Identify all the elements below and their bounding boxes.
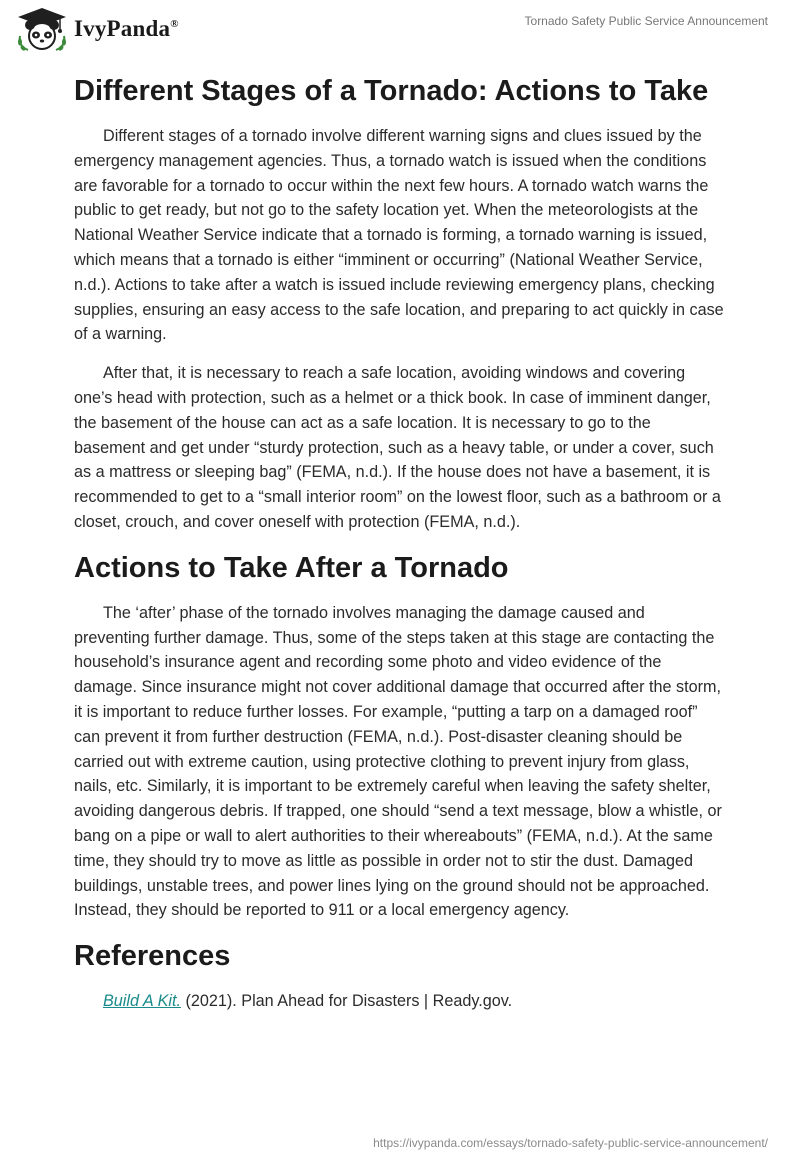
paragraph: After that, it is necessary to reach a safe location, avoiding windows and covering one’s head with protection, such as a helmet or a thick book. In case of imminent danger, the basement of the house can act as a safe location. It is necessary to go to the basement and get under “sturdy protection, such as a heavy table, or under a cover, such as a mattress or sleeping bag” (FEMA, n.d.). If the house does not have a basement, it is recommended to get to a “small interior room” on the lowest floor, such as a bathroom or a closet, crouch, and cover oneself with protection (FEMA, n.d.). (74, 364, 721, 531)
reference-link[interactable]: Build A Kit. (103, 992, 181, 1011)
page-header (0, 0, 800, 60)
section-heading: Different Stages of a Tornado: Actions to Take (74, 75, 709, 107)
section-heading: Actions to Take After a Tornado (74, 551, 509, 584)
footer-url[interactable]: https://ivypanda.com/essays/tornado-safety-public-service-announcement/ (373, 1136, 768, 1150)
brand-logo[interactable] (14, 6, 179, 52)
reference-text: (2021). Plan Ahead for Disasters | Ready.gov. (180, 992, 513, 1011)
document-title: Tornado Safety Public Service Announcement (524, 14, 768, 28)
references-heading: References (74, 940, 231, 973)
panda-graduate-icon (14, 6, 70, 52)
paragraph: Different stages of a tornado involve different warning signs and clues issued by the emergency management agencies. Thus, a tornado watch is issued when the conditions are favorable for a tornado to occur within the next few hours. A tornado watch warns the public to get ready, but not go to the safety location yet. When the meteorologists at the National Weather Service indicate that a tornado is forming, a tornado warning is issued, which means that a tornado is either “imminent or occurring” (National Weather Service, n.d.). Actions to take after a watch is issued include reviewing emergency plans, checking supplies, ensuring an easy access to the safe location, and preparing to act quickly in case of a warning. (74, 127, 724, 344)
paragraph: The ‘after’ phase of the tornado involves managing the damage caused and preventing further damage. Thus, some of the steps taken at this stage are contacting the household’s insurance agent and recording some photo and video evidence of the damage. Since insurance might not cover additional damage that occurred after the storm, it is important to reduce further losses. For example, “putting a tarp on a damaged roof” can prevent it from further destruction (FEMA, n.d.). Post-disaster cleaning should be carried out with extreme caution, using protective clothing to prevent injury from glass, nails, etc. Similarly, it is important to be extremely careful when leaving the safety shelter, avoiding dangerous debris. If trapped, one should “send a text message, blow a whistle, or bang on a pipe or wall to alert authorities to their whereabouts” (FEMA, n.d.). At the same time, they should try to move as little as possible in order not to stir the dust. Damaged buildings, unstable trees, and power lines lying on the ground should not be approached. Instead, they should be reported to 911 or a local emergency agency. (74, 603, 722, 920)
brand-name: IvyPanda® (74, 16, 179, 41)
essay-content (74, 72, 724, 1028)
reference-item (74, 989, 724, 1014)
